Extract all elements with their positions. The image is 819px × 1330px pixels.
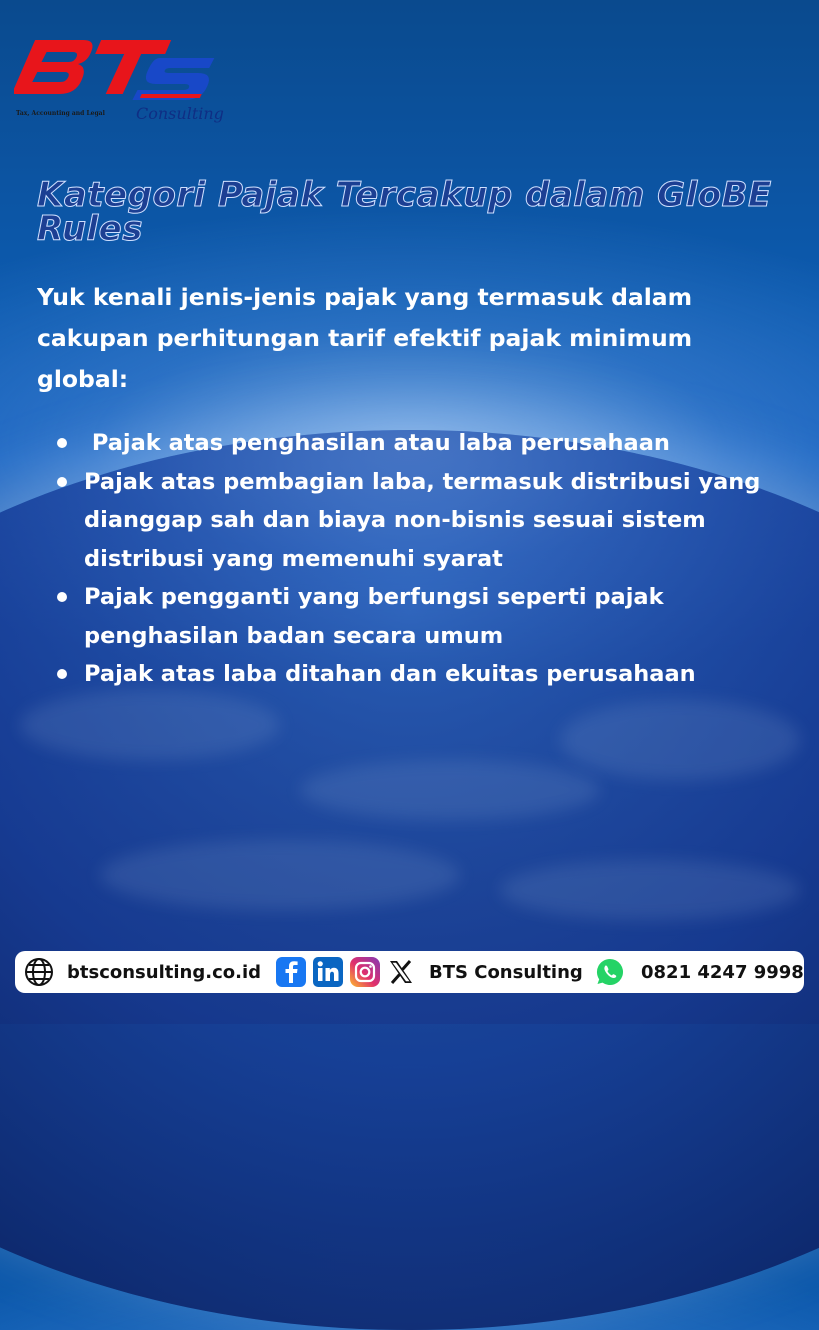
list-item-text: Pajak atas laba ditahan dan ekuitas perusahaan [84,661,696,687]
whatsapp-contact[interactable] [595,957,804,987]
cloud-decoration [20,690,280,760]
list-item [84,463,774,579]
logo-tagline: Tax, Accounting and Legal [16,110,105,117]
contact-footer [15,951,804,993]
social-name-text: BTS Consulting [429,961,583,983]
bts-logo [14,36,224,128]
cloud-decoration [300,760,600,820]
bullet-icon [57,477,67,487]
x-icon[interactable] [387,958,415,986]
instagram-icon[interactable] [349,956,381,988]
bullet-icon [57,669,67,679]
website-text: btsconsulting.co.id [67,961,261,983]
list-item [84,424,774,463]
intro-text: Yuk kenali jenis-jenis pajak yang termasuk dalam cakupan perhitungan tarif efektif pajak minimum global: [37,283,693,393]
website-link[interactable] [23,956,261,988]
facebook-icon[interactable] [275,956,307,988]
list-item [84,655,774,694]
tax-category-list [84,424,774,694]
phone-text: 0821 4247 9998 [641,961,804,983]
cloud-decoration [500,860,800,920]
list-item-text: Pajak atas pembagian laba, termasuk distribusi yang dianggap sah dan biaya non-bisnis sesuai sistem distribusi yang memenuhi syarat [84,468,761,572]
list-item-text: Pajak pengganti yang berfungsi seperti pajak penghasilan badan secara umum [84,584,664,649]
list-item-text: Pajak atas penghasilan atau laba perusahaan [84,430,670,456]
page-title: Kategori Pajak Tercakup dalam GloBE Rules [37,175,772,249]
bullet-icon [57,592,67,602]
cloud-decoration [560,700,800,780]
social-links [275,956,583,988]
cloud-decoration [100,840,460,910]
globe-icon [23,956,55,988]
linkedin-icon[interactable] [312,956,344,988]
logo-consulting-text: Consulting [136,104,224,123]
list-item [84,578,774,655]
bullet-icon [57,438,67,448]
whatsapp-icon [595,957,625,987]
